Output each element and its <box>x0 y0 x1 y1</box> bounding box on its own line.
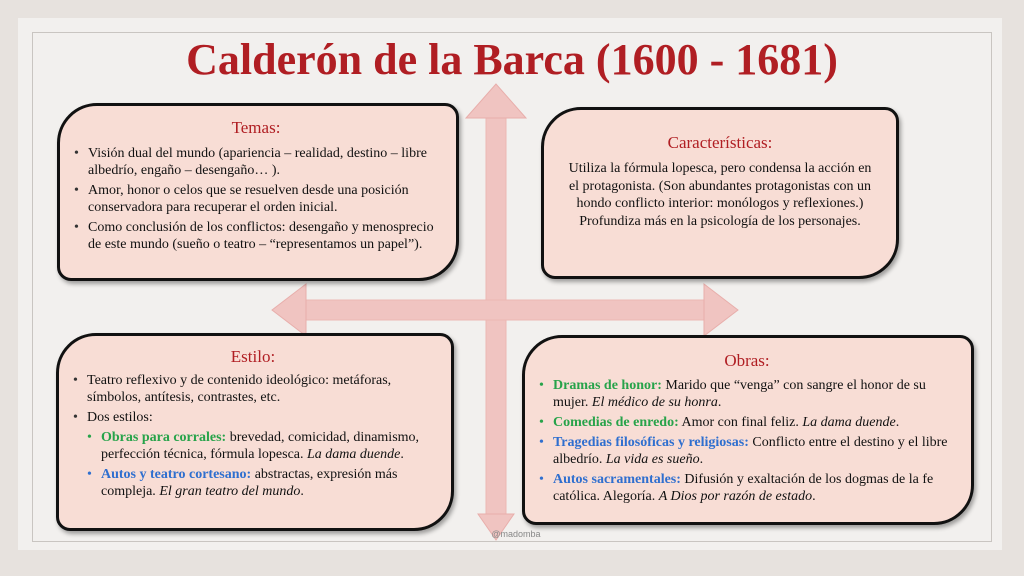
right-arrowhead <box>704 284 738 336</box>
corrales-end: . <box>400 447 404 462</box>
obra-end: . <box>699 452 704 467</box>
list-item-autos-sacramentales <box>539 471 955 505</box>
cortesano-end: . <box>300 484 304 499</box>
obra-text: Difusión y exaltación de los dogmas de la fe católica. Alegoría. <box>553 472 934 504</box>
obra-example: La dama duende <box>802 415 896 430</box>
obra-end: . <box>717 395 722 410</box>
cortesano-example: El gran teatro del mundo <box>159 484 301 499</box>
obra-text: Amor con final feliz. <box>678 415 803 430</box>
temas-box <box>57 103 459 281</box>
cortesano-label: Autos y teatro cortesano: <box>101 467 252 482</box>
obra-label: Dramas de honor: <box>553 378 662 393</box>
author-credit: @madomba <box>491 529 541 539</box>
list-item-tragedias <box>539 434 955 468</box>
list-item-dramas-honor <box>539 377 955 411</box>
list-item: • Teatro reflexivo y de contenido ideológico: metáforas, símbolos, antítesis, contrastes, etc. <box>73 372 433 406</box>
obra-label: Autos sacramentales: <box>553 472 681 487</box>
cortesano-text: abstractas, expresión más compleja. <box>101 467 398 499</box>
page-title: Calderón de la Barca (1600 - 1681) <box>186 35 838 84</box>
caracteristicas-text: Utiliza la fórmula lopesca, pero condensa la acción en el protagonista. (Son abundantes protagonistas con un hondo conflicto interior: monólogos y reflexiones.) Profundiza más en la psicología de los personajes. <box>568 161 872 229</box>
obra-example: La vida es sueño <box>605 452 700 467</box>
list-item: • Visión dual del mundo (apariencia – realidad, destino – libre albedrío, engaño – desengaño… ). <box>74 145 438 179</box>
obra-end: . <box>895 415 900 430</box>
obra-label: Tragedias filosóficas y religiosas: <box>553 435 749 450</box>
estilo-box <box>56 333 454 531</box>
temas-list <box>74 145 438 253</box>
obras-list <box>539 377 955 505</box>
left-arrowhead <box>272 284 306 336</box>
obra-end: . <box>812 489 816 504</box>
list-item: • Dos estilos: <box>73 409 433 426</box>
obra-example: A Dios por razón de estado <box>658 489 813 504</box>
corrales-text: brevedad, comicidad, dinamismo, perfección técnica, fórmula lopesca. <box>101 430 420 462</box>
horizontal-arrow-shaft <box>300 300 720 320</box>
obra-text: Marido que “venga” con sangre el honor de su mujer. <box>553 378 926 410</box>
list-item: • Amor, honor o celos que se resuelven desde una posición conservadora para recuperar el orden inicial. <box>74 182 438 216</box>
estilo-list <box>73 372 433 500</box>
obras-box <box>522 335 974 525</box>
obra-text: Conflicto entre el destino y el libre albedrío. <box>553 435 948 467</box>
temas-heading: Temas: <box>231 118 281 137</box>
caracteristicas-heading: Características: <box>667 133 773 152</box>
obras-heading: Obras: <box>724 351 770 370</box>
list-item: • Como conclusión de los conflictos: desengaño y menosprecio de este mundo (sueño o teatro – “representamos un papel”). <box>74 219 438 253</box>
corrales-example: La dama duende <box>307 447 401 462</box>
caracteristicas-box <box>541 107 899 279</box>
corrales-label: Obras para corrales: <box>101 430 227 445</box>
obra-label: Comedias de enredo: <box>553 415 679 430</box>
list-item-cortesano <box>87 466 433 500</box>
estilo-heading: Estilo: <box>230 347 276 366</box>
list-item-corrales <box>87 429 433 463</box>
obra-example: El médico de su honra <box>591 395 718 410</box>
list-item-comedias-enredo <box>539 414 955 431</box>
